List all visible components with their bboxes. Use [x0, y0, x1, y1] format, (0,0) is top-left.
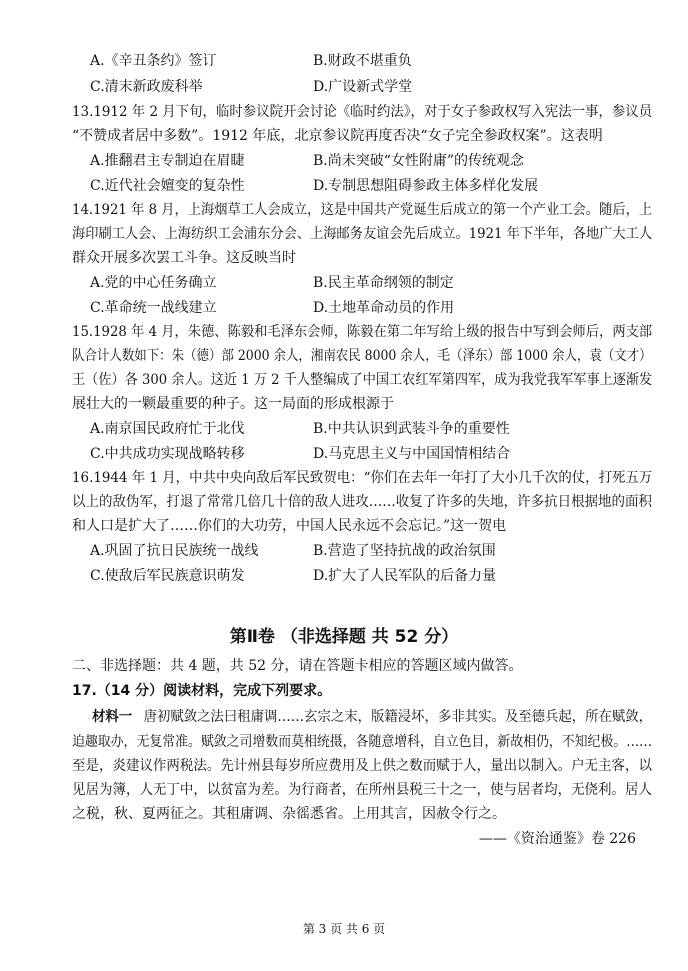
q15-option-b: B.中共认识到武装斗争的重要性	[313, 421, 510, 437]
q12-option-d: D.广设新式学堂	[313, 79, 413, 95]
q16-option-b: B.营造了坚持抗战的政治氛围	[313, 543, 496, 559]
q13-stem-line-1: 13.1912 年 2 月下旬，临时参议院开会讨论《临时约法》，对于女子参政权写入宪法一事，参议员	[72, 104, 653, 120]
q15-stem-line-4: 展壮大的一颗最重要的种子。这一局面的形成根源于	[72, 396, 394, 412]
material-1-label: 材料一	[92, 709, 133, 725]
q13-option-b: B.尚未突破“女性附庸”的传统观念	[313, 153, 525, 169]
material-1-line-3: 至是，炎建议作两税法。先计州县每岁所应费用及上供之数而赋于人，量出以制入。户无主客，以	[72, 758, 652, 774]
q12-option-b: B.财政不堪重负	[313, 53, 412, 69]
page-number-footer: 第 3 页 共 6 页	[302, 922, 386, 936]
q15-stem-line-2: 队合计人数如下：朱（德）部 2000 余人，湘南农民 8000 余人，毛（泽东）部 1000 余人，袁（文才）	[72, 348, 652, 364]
q12-option-a: A.《辛丑条约》签订	[90, 53, 217, 69]
q17-header: 17.（14 分）阅读材料，完成下列要求。	[72, 683, 332, 699]
material-1-source: ——《资治通鉴》卷 226	[478, 831, 636, 847]
q14-option-d: D.土地革命动员的作用	[313, 300, 455, 316]
q13-option-d: D.专制思想阻碍参政主体多样化发展	[313, 178, 539, 194]
q14-option-b: B.民主革命纲领的制定	[313, 275, 454, 291]
q13-stem-line-2: “不赞成者居中多数”。1912 年底，北京参议院再度否决“女子完全参政权案”。这表明	[72, 128, 603, 144]
q14-option-c: C.革命统一战线建立	[90, 300, 217, 316]
q16-stem-line-3: 和人口是扩大了……你们的大功劳，中国人民永远不会忘记。”这一贺电	[72, 518, 507, 534]
section-2-instruction: 二、非选择题：共 4 题，共 52 分，请在答题卡相应的答题区域内做答。	[72, 658, 523, 674]
q14-stem-line-2: 海印刷工人会、上海纺织工会浦东分会、上海邮务友谊会先后成立。1921 年下半年，各地广大工人	[72, 226, 653, 242]
q15-option-a: A.南京国民政府忙于北伐	[90, 421, 245, 437]
material-1-text-1: 唐初赋敛之法曰租庸调……玄宗之末，版籍浸坏，多非其实。及至德兵起，所在赋敛，	[143, 709, 652, 725]
q14-stem-line-1: 14.1921 年 8 月，上海烟草工人会成立，这是中国共产党诞生后成立的第一个产业工会。随后，上	[72, 202, 653, 218]
q15-option-c: C.中共成功实现战略转移	[90, 446, 245, 462]
q14-option-a: A.党的中心任务确立	[90, 275, 217, 291]
q16-stem-line-1: 16.1944 年 1 月，中共中央向敌后军民致贺电：“你们在去年一年打了大小几千次的仗，打死五万	[72, 470, 653, 486]
q12-option-c: C.清末新政废科举	[90, 79, 203, 95]
q16-option-a: A.巩固了抗日民族统一战线	[90, 543, 259, 559]
q13-option-a: A.推翻君主专制迫在眉睫	[90, 153, 245, 169]
material-1-line-5: 之税，秋、夏两征之。其租庸调、杂徭悉省。上用其言，因赦令行之。	[72, 806, 506, 822]
section-2-title: 第Ⅱ卷 （非选择题 共 52 分）	[229, 627, 459, 647]
q13-option-c: C.近代社会嬗变的复杂性	[90, 178, 245, 194]
q14-stem-line-3: 群众开展多次罢工斗争。这反映当时	[72, 250, 296, 266]
q15-stem-line-3: 王（佐）各 300 余人。这近 1 万 2 千人整编成了中国工农红军第四军，成为我党我军军事上逐渐发	[72, 372, 653, 388]
q16-stem-line-2: 以上的敌伪军，打退了常常几倍几十倍的敌人进攻……收复了许多的失地，许多抗日根据地的面积	[72, 494, 652, 510]
q16-option-d: D.扩大了人民军队的后备力量	[313, 568, 497, 584]
q15-option-d: D.马克思主义与中国国情相结合	[313, 446, 511, 462]
material-1-line-1	[92, 708, 652, 726]
q15-stem-line-1: 15.1928 年 4 月，朱德、陈毅和毛泽东会师，陈毅在第二年写给上级的报告中写到会师后，两支部	[72, 324, 653, 340]
material-1-line-2: 迫趣取办，无复常准。赋敛之司增数而莫相统摄，各随意增科，自立色目，新故相仍，不知纪极。……	[72, 734, 652, 750]
q16-option-c: C.使敌后军民族意识萌发	[90, 568, 245, 584]
material-1-line-4: 见居为簿，人无丁中，以贫富为差。为行商者，在所州县税三十之一，使与居者均，无侥利。居人	[72, 782, 652, 798]
